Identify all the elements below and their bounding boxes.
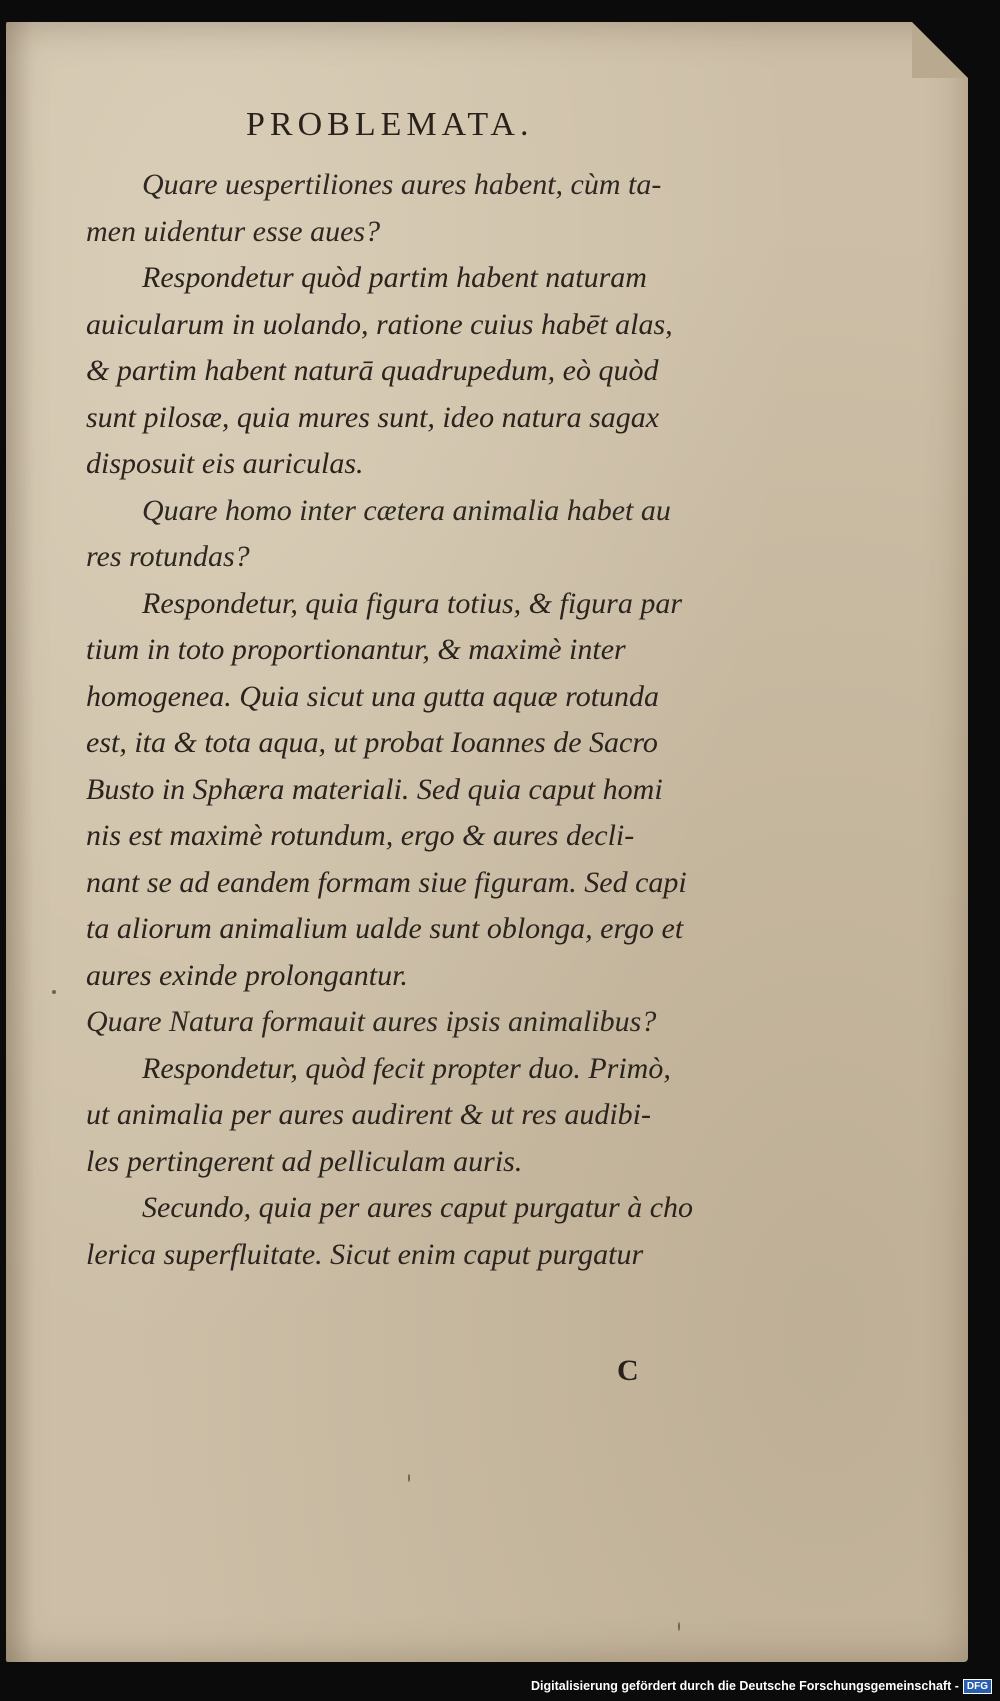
text-line: Respondetur quòd partim habent naturam [142, 261, 647, 294]
text-line: nis est maximè rotundum, ergo & aures decli- [86, 819, 635, 852]
text-line: Secundo, quia per aures caput purgatur à cho [142, 1191, 694, 1224]
signature-mark: C [617, 1354, 639, 1387]
running-head: PROBLEMATA. [246, 106, 534, 143]
dfg-logo: DFG [963, 1679, 992, 1694]
text-line: ut animalia per aures audirent & ut res audibi- [86, 1098, 651, 1131]
book-page [6, 22, 968, 1662]
text-line: res rotundas? [86, 540, 250, 573]
text-line: Quare homo inter cætera animalia habet au [142, 493, 671, 527]
digitization-credit [531, 1674, 992, 1698]
ink-speck [408, 1474, 410, 1482]
text-line: sunt pilosæ, quia mures sunt, ideo natura sagax [86, 400, 660, 434]
text-line: Busto in Sphæra materiali. Sed quia caput homi [86, 772, 663, 806]
text-line: lerica superfluitate. Sicut enim caput purgatur [86, 1237, 644, 1271]
text-line: men uidentur esse aues? [86, 214, 381, 248]
folded-corner [912, 22, 968, 78]
text-line: Respondetur, quia figura totius, & figura par [142, 586, 683, 620]
text-line: les pertingerent ad pelliculam auris. [86, 1144, 523, 1178]
text-line: est, ita & tota aqua, ut probat Ioannes de Sacro [86, 726, 658, 759]
credit-text: Digitalisierung gefördert durch die Deutsche Forschungsgemeinschaft - [531, 1679, 959, 1693]
text-line: Respondetur, quòd fecit propter duo. Primò, [142, 1051, 671, 1085]
text-line: Quare Natura formauit aures ipsis animalibus? [86, 1005, 657, 1038]
text-line: & partim habent naturā quadrupedum, eò quòd [86, 354, 659, 387]
body-text [86, 162, 776, 1278]
text-line: Quare uespertiliones aures habent, cùm ta- [142, 168, 662, 201]
text-line: aures exinde prolongantur. [86, 958, 408, 992]
text-line: ta aliorum animalium ualde sunt oblonga, ergo et [86, 912, 684, 945]
ink-speck [52, 990, 56, 994]
text-line: nant se ad eandem formam siue figuram. Sed capi [86, 865, 687, 899]
text-line: auicularum in uolando, ratione cuius habēt alas, [86, 307, 673, 341]
text-line: homogenea. Quia sicut una gutta aquæ rotunda [86, 679, 660, 713]
text-line: tium in toto proportionantur, & maximè inter [86, 633, 626, 666]
text-line: disposuit eis auriculas. [86, 447, 364, 480]
ink-speck [678, 1622, 680, 1631]
